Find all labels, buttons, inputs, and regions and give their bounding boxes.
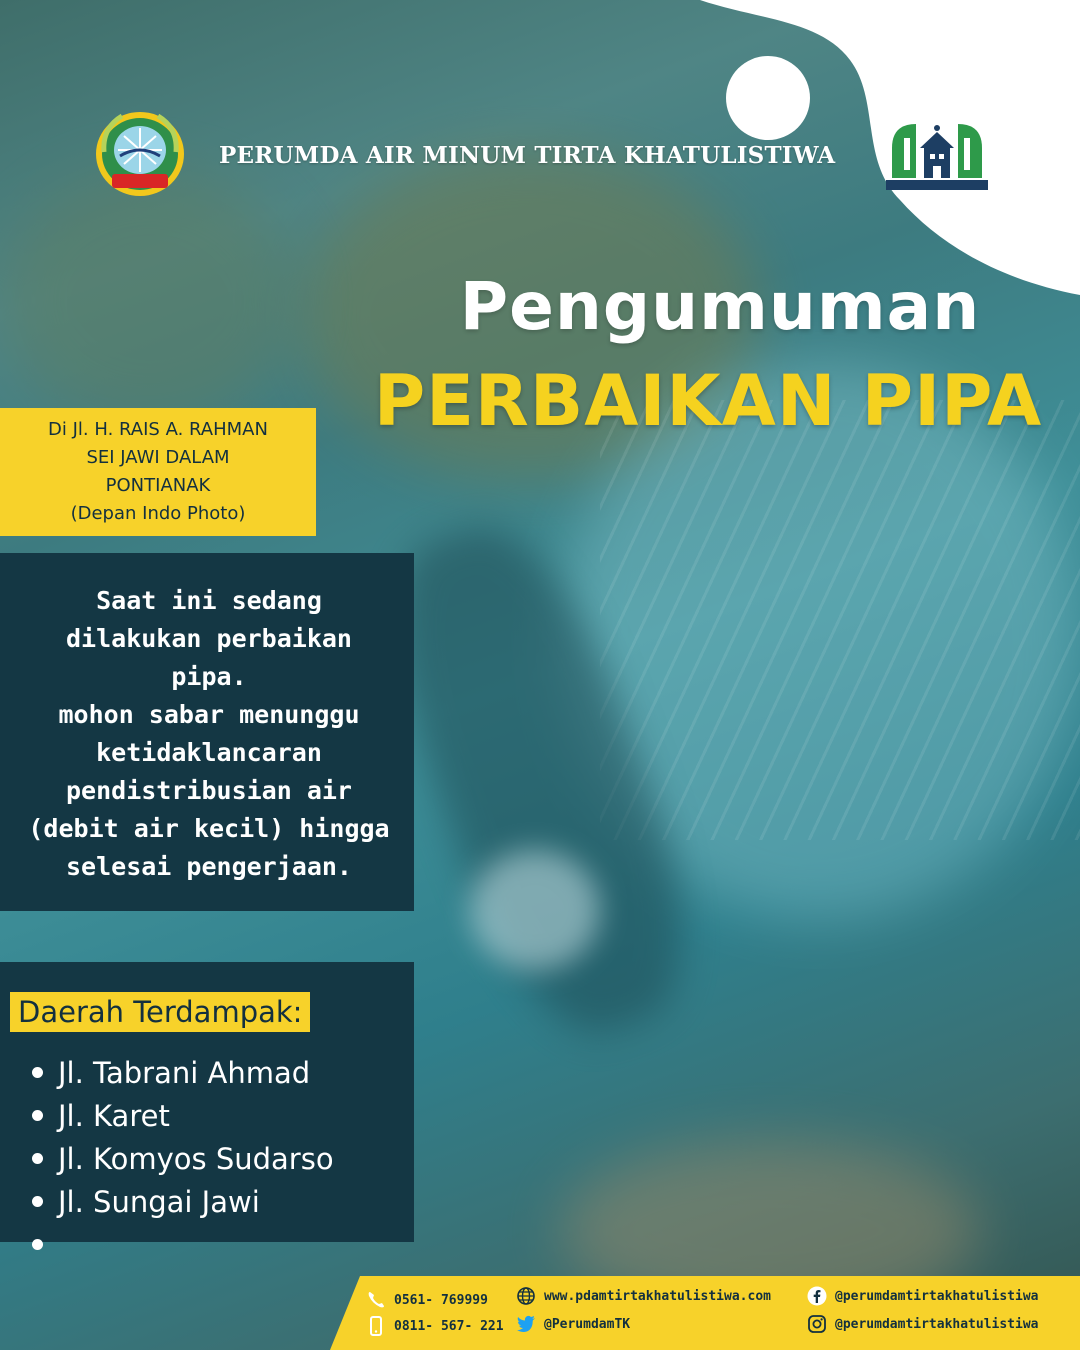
list-item: [32, 1181, 334, 1224]
bullet-icon: [32, 1067, 43, 1078]
twitter-link[interactable]: [516, 1314, 630, 1334]
phone-1-text: 0561- 769999: [394, 1292, 488, 1308]
list-item: [32, 1095, 334, 1138]
message-line: Saat ini sedang: [96, 586, 322, 615]
globe-icon: [516, 1286, 536, 1306]
list-item-text: Jl. Sungai Jawi: [58, 1185, 260, 1219]
message-line: pendistribusian air: [66, 776, 352, 805]
affected-areas-list: [32, 1052, 334, 1267]
phone-1[interactable]: [366, 1290, 488, 1310]
message-line: mohon sabar menunggu: [58, 700, 360, 729]
website-text: www.pdamtirtakhatulistiwa.com: [544, 1288, 771, 1304]
message-line: dilakukan perbaikan: [66, 624, 352, 653]
location-box: [0, 408, 316, 536]
facebook-text: @perumdamtirtakhatulistiwa: [835, 1288, 1039, 1304]
location-line: SEI JAWI DALAM: [86, 447, 230, 468]
message-text: [14, 582, 404, 886]
facebook-icon: [807, 1286, 827, 1306]
bullet-icon: [32, 1196, 43, 1207]
list-item-text: Jl. Komyos Sudarso: [58, 1142, 334, 1176]
affected-areas-title: Daerah Terdampak:: [10, 992, 310, 1032]
bg-pipe-highlight: [470, 850, 600, 970]
message-line: ketidaklancaran: [96, 738, 322, 767]
organization-name: PERUMDA AIR MINUM TIRTA KHATULISTIWA: [219, 142, 836, 169]
bullet-icon: [32, 1239, 43, 1250]
headline-perbaikan-pipa: PERBAIKAN PIPA: [373, 360, 1043, 442]
message-line: (debit air kecil) hingga: [28, 814, 390, 843]
instagram-link[interactable]: [807, 1314, 1039, 1334]
list-item-text: Jl. Karet: [58, 1099, 170, 1133]
headline-pengumuman: Pengumuman: [459, 268, 981, 345]
instagram-icon: [807, 1314, 827, 1334]
list-item-text: Jl. Tabrani Ahmad: [58, 1056, 311, 1090]
website-link[interactable]: [516, 1286, 771, 1306]
message-line: selesai pengerjaan.: [66, 852, 352, 881]
phone-icon: [366, 1290, 386, 1310]
list-item: [32, 1224, 334, 1267]
kota-pontianak-logo: [90, 108, 190, 202]
bg-water-streaks: [600, 400, 1080, 840]
tirta-khatulistiwa-logo: [886, 118, 988, 198]
bullet-icon: [32, 1153, 43, 1164]
mobile-phone-icon: [366, 1316, 386, 1336]
bullet-icon: [32, 1110, 43, 1121]
message-line: pipa.: [171, 662, 247, 691]
facebook-link[interactable]: [807, 1286, 1039, 1306]
phone-2[interactable]: [366, 1316, 504, 1336]
twitter-icon: [516, 1314, 536, 1334]
instagram-text: @perumdamtirtakhatulistiwa: [835, 1316, 1039, 1332]
location-line: PONTIANAK: [105, 475, 211, 496]
location-line: (Depan Indo Photo): [70, 503, 246, 524]
location-line: Di Jl. H. RAIS A. RAHMAN: [48, 419, 268, 440]
list-item: [32, 1052, 334, 1095]
list-item: [32, 1138, 334, 1181]
phone-2-text: 0811- 567- 221: [394, 1318, 504, 1334]
contact-footer: [330, 1276, 1080, 1350]
twitter-text: @PerumdamTK: [544, 1316, 631, 1332]
